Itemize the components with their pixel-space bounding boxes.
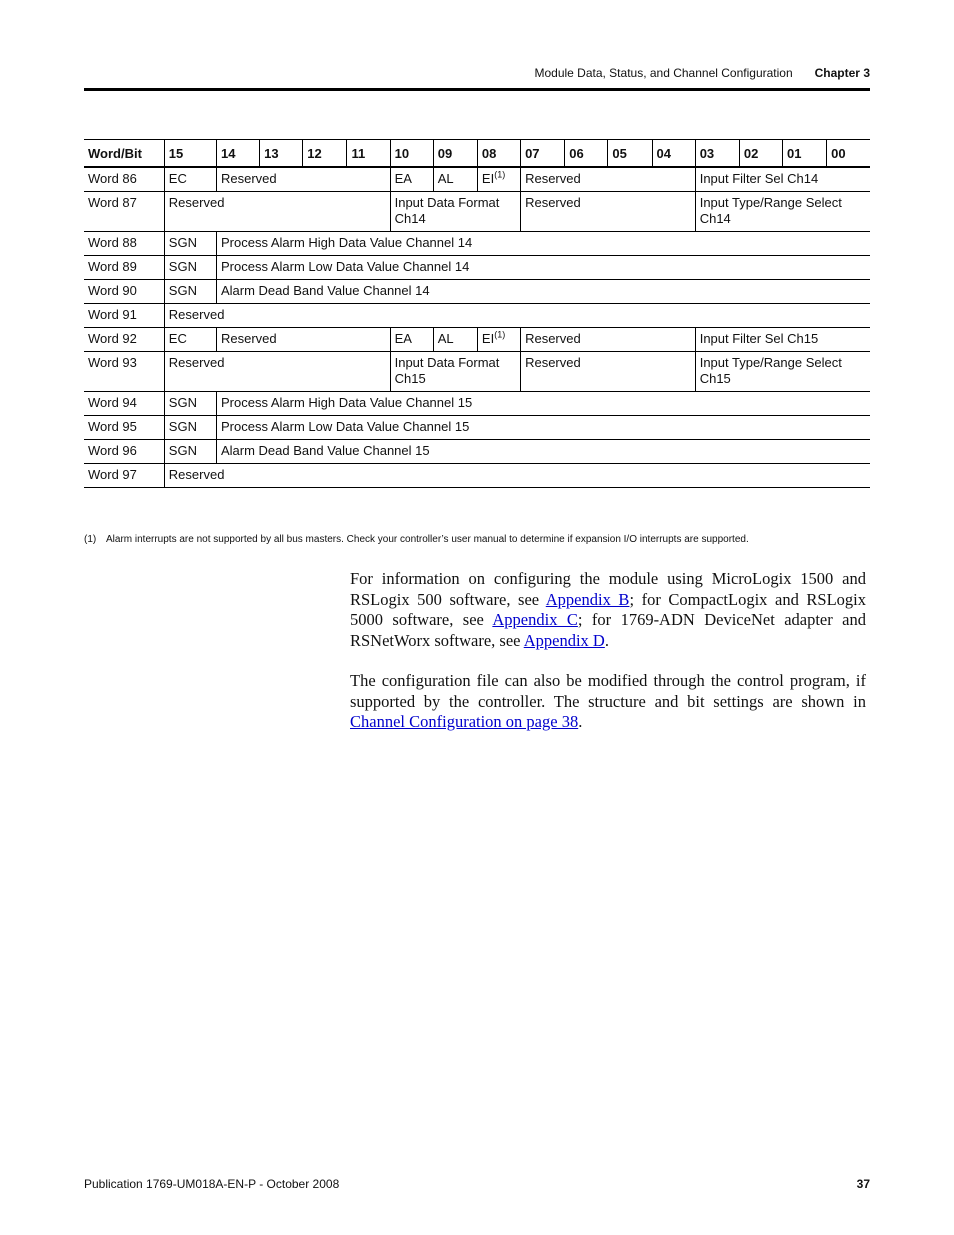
- bit-field: AL: [433, 167, 477, 192]
- header-section-title: Module Data, Status, and Channel Configuration: [534, 66, 793, 80]
- bit-field: Reserved: [521, 352, 696, 392]
- header-cell: 03: [695, 140, 739, 168]
- footer-page-number: 37: [856, 1177, 870, 1191]
- bit-field: Reserved: [521, 192, 696, 232]
- bit-field: Reserved: [164, 352, 390, 392]
- table-row: [84, 304, 870, 328]
- bit-field: Process Alarm Low Data Value Channel 14: [216, 256, 870, 280]
- header-cell: 04: [652, 140, 695, 168]
- header-cell: 13: [260, 140, 303, 168]
- word-label: Word 86: [84, 167, 164, 192]
- bit-field: Input Filter Sel Ch14: [695, 167, 870, 192]
- word-label: Word 93: [84, 352, 164, 392]
- bit-field: Process Alarm High Data Value Channel 15: [216, 392, 870, 416]
- table-footnote: [84, 534, 870, 545]
- bit-field: Input Data Format Ch14: [390, 192, 520, 232]
- table-row: [84, 192, 870, 232]
- header-cell: 06: [565, 140, 608, 168]
- bit-field: SGN: [164, 392, 216, 416]
- bit-field: EC: [164, 328, 216, 352]
- bit-field: SGN: [164, 416, 216, 440]
- table-header-row: [84, 140, 870, 168]
- table-row: [84, 328, 870, 352]
- word-label: Word 88: [84, 232, 164, 256]
- appendix-b-link[interactable]: Appendix B: [545, 589, 630, 609]
- header-cell: 10: [390, 140, 433, 168]
- bit-field: Reserved: [164, 192, 390, 232]
- bit-field: Process Alarm Low Data Value Channel 15: [216, 416, 870, 440]
- appendix-d-link[interactable]: Appendix D: [523, 630, 605, 650]
- appendix-c-link[interactable]: Appendix C: [492, 610, 578, 629]
- header-cell: 00: [827, 140, 870, 168]
- bit-field: [477, 328, 520, 352]
- bit-field: Input Data Format Ch15: [390, 352, 520, 392]
- bit-field: Input Type/Range Select Ch14: [695, 192, 870, 232]
- header-cell: 01: [783, 140, 827, 168]
- bit-field: Reserved: [521, 167, 696, 192]
- header-cell: Word/Bit: [84, 140, 164, 168]
- bit-field: Input Type/Range Select Ch15: [695, 352, 870, 392]
- table-row: [84, 392, 870, 416]
- table-row: [84, 256, 870, 280]
- bit-field: Alarm Dead Band Value Channel 14: [216, 280, 870, 304]
- table-row: [84, 232, 870, 256]
- table-row: [84, 352, 870, 392]
- word-bit-table: [84, 139, 870, 488]
- bit-field: SGN: [164, 440, 216, 464]
- word-label: Word 94: [84, 392, 164, 416]
- bit-field: Reserved: [164, 304, 870, 328]
- table-row: [84, 167, 870, 192]
- header-divider: [84, 88, 870, 91]
- paragraph-text: The configuration file can also be modified through the control program, if supported by the controller. The structure and bit settings are shown in: [350, 671, 866, 711]
- word-label: Word 95: [84, 416, 164, 440]
- header-cell: 15: [164, 140, 216, 168]
- bit-field: Reserved: [216, 328, 390, 352]
- header-cell: 07: [521, 140, 565, 168]
- footnote-marker: (1): [494, 169, 506, 180]
- word-label: Word 87: [84, 192, 164, 232]
- word-label: Word 92: [84, 328, 164, 352]
- paragraph-text: .: [578, 712, 583, 731]
- word-label: Word 97: [84, 464, 164, 488]
- page-header: [84, 66, 870, 80]
- footer-publication: Publication 1769-UM018A-EN-P - October 2008: [84, 1177, 340, 1191]
- paragraph-configuration-info: [350, 569, 866, 651]
- paragraph-control-program: [350, 671, 866, 733]
- word-label: Word 89: [84, 256, 164, 280]
- header-cell: 14: [216, 140, 259, 168]
- bit-field: SGN: [164, 232, 216, 256]
- bit-field-label: EI: [481, 171, 495, 186]
- bit-field: Reserved: [164, 464, 870, 488]
- footnote-marker: (1): [494, 329, 506, 340]
- bit-field: Alarm Dead Band Value Channel 15: [216, 440, 870, 464]
- bit-field: Reserved: [521, 328, 696, 352]
- footnote-text: Alarm interrupts are not supported by all bus masters. Check your controller’s user manual to determine if expansion I/O interrupts are supported.: [106, 534, 749, 545]
- bit-field: EA: [390, 328, 433, 352]
- table-row: [84, 280, 870, 304]
- header-cell: 02: [739, 140, 782, 168]
- table-row: [84, 440, 870, 464]
- bit-field: Reserved: [216, 167, 390, 192]
- header-chapter: Chapter 3: [814, 66, 870, 80]
- word-label: Word 96: [84, 440, 164, 464]
- header-cell: 05: [608, 140, 652, 168]
- bit-field: AL: [433, 328, 477, 352]
- table-row: [84, 464, 870, 488]
- bit-field: Process Alarm High Data Value Channel 14: [216, 232, 870, 256]
- bit-field: SGN: [164, 256, 216, 280]
- footnote-number: (1): [84, 534, 97, 545]
- header-cell: 08: [477, 140, 520, 168]
- header-cell: 12: [303, 140, 347, 168]
- header-cell: 09: [433, 140, 477, 168]
- paragraph-text: For information on configuring the module using MicroLogix 1500 and RSLogix 500 software, see: [350, 569, 866, 609]
- bit-field: SGN: [164, 280, 216, 304]
- word-label: Word 91: [84, 304, 164, 328]
- word-label: Word 90: [84, 280, 164, 304]
- bit-field: Input Filter Sel Ch15: [695, 328, 870, 352]
- paragraph-text: .: [604, 630, 609, 650]
- bit-field-label: EI: [481, 331, 495, 346]
- channel-configuration-link[interactable]: Channel Configuration on page 38: [350, 712, 579, 731]
- bit-field: EA: [390, 167, 433, 192]
- header-cell: 11: [347, 140, 390, 168]
- body-text: [350, 569, 866, 753]
- bit-field: EC: [164, 167, 216, 192]
- bit-field: [477, 167, 520, 192]
- paragraph-text: ; for 1769-ADN DeviceNet adapter and RSNetWorx software, see: [350, 610, 866, 650]
- table-row: [84, 416, 870, 440]
- paragraph-text: ; for CompactLogix and RSLogix 5000 software, see: [350, 589, 866, 629]
